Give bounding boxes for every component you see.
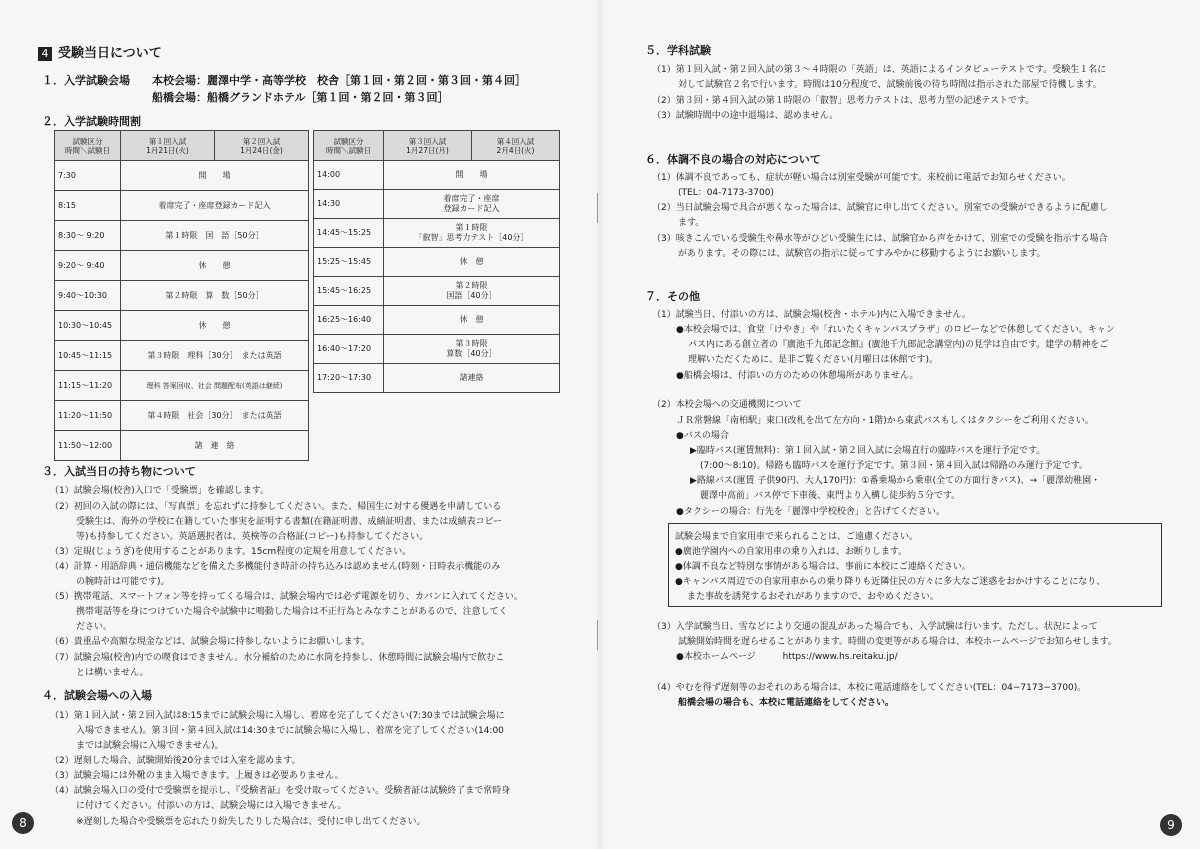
event-cell: 着席完了・座席 登録カード記入	[384, 190, 560, 219]
car-notice-line: また事故を誘発するおそれがありますので、おやめください。	[687, 592, 939, 602]
event-cell: 諸 連 絡	[121, 431, 309, 461]
fold-mark	[597, 193, 598, 223]
transport-line: ▶臨時バス(運賃無料)：第１回入試・第２回入試に会場直行の臨時バスを運行予定です。	[690, 446, 1046, 456]
subjects-title: ５．学科試験	[645, 44, 711, 57]
belongings-line: （6）貴重品や高額な現金などは、試験会場に持参しないようにお願いします。	[50, 637, 371, 647]
illness-line: (TEL：04-7173-3700)	[678, 188, 774, 198]
transport-line: 麗澤中高前」バス停で下車後、東門より入構し徒歩約５分です。	[700, 491, 961, 501]
time-cell: 15:45～16:25	[314, 277, 384, 306]
entry-line: ※遅刻した場合や受験票を忘れたり紛失したりした場合は、受付に申し出てください。	[76, 817, 426, 827]
event-cell: 休 憩	[121, 251, 309, 281]
table-row	[55, 371, 309, 401]
page-number: 8	[12, 812, 34, 834]
page-number: 9	[1160, 814, 1182, 836]
event-cell: 開 場	[121, 161, 309, 191]
time-cell: 9:40～10:30	[55, 281, 121, 311]
table-row	[55, 221, 309, 251]
entry-title: ４．試験会場への入場	[42, 689, 152, 702]
subjects-line: （2）第３回・第４回入試の第１時限の「叡智」思考力テストは、思考力型の記述テストです。	[652, 96, 1035, 106]
other-line: ●船橋会場は、付添いの方のための休憩場所がありません。	[676, 371, 919, 381]
time-cell: 14:00	[314, 161, 384, 190]
time-cell: 11:20～11:50	[55, 401, 121, 431]
snow-line: 試験開始時間を遅らせることがあります。時間の変更等がある場合は、本校ホームページでお知らせします。	[678, 637, 1117, 647]
venue-label: １．入学試験会場	[42, 74, 130, 87]
late-line: 船橋会場の場合も、本校に電話連絡をしてください。	[678, 698, 895, 708]
event-cell: 第３時限 算数［40分］	[384, 335, 560, 364]
page-fold	[596, 0, 604, 849]
other-title: ７．その他	[645, 290, 700, 303]
table-row	[55, 341, 309, 371]
time-cell: 17:20～17:30	[314, 364, 384, 393]
event-cell: 休 憩	[121, 311, 309, 341]
entry-line: （2）遅刻した場合、試験開始後20分までは入室を認めます。	[50, 756, 301, 766]
venue-funabashi: 船橋会場：船橋グランドホテル［第１回・第２回・第３回］	[152, 91, 449, 104]
time-cell: 8:30～ 9:20	[55, 221, 121, 251]
table-row	[314, 306, 560, 335]
table-row	[55, 281, 309, 311]
time-cell: 16:40～17:20	[314, 335, 384, 364]
illness-line: があります。その際には、試験官の指示に従ってすみやかに移動するようにお願いします。	[678, 249, 1046, 259]
section-number: 4	[38, 47, 52, 61]
timetable-left	[54, 130, 309, 461]
section-title: 受験当日について	[58, 46, 162, 61]
venue-main: 本校会場：麗澤中学・高等学校 校舎［第１回・第２回・第３回・第４回］	[152, 74, 526, 87]
event-cell: 諸連絡	[384, 364, 560, 393]
other-line: （1）試験当日、付添いの方は、試験会場(校舎・ホテル)内に入場できません。	[652, 310, 971, 320]
table-row	[314, 219, 560, 248]
table-row	[314, 277, 560, 306]
other-line: 理解いただくために、是非ご覧ください(月曜日は休館です)。	[688, 355, 939, 365]
table-row	[55, 161, 309, 191]
belongings-title: ３．入試当日の持ち物について	[42, 465, 196, 478]
time-cell: 11:15～11:20	[55, 371, 121, 401]
subjects-line: （1）第１回入試・第２回入試の第３～４時限の「英語」は、英語によるインタビューテストです。受験生１名に	[652, 65, 1107, 75]
time-cell: 15:25～15:45	[314, 248, 384, 277]
illness-line: （2）当日試験会場で具合が悪くなった場合は、試験官に申し出てください。別室での受験ができるように配慮し	[652, 203, 1108, 213]
illness-line: （1）体調不良であっても、症状が軽い場合は別室受験が可能です。来校前に電話でお知らせください。	[652, 173, 1071, 183]
subjects-line: （3）試験時間中の途中退場は、認めません。	[652, 111, 839, 121]
time-cell: 16:25～16:40	[314, 306, 384, 335]
header-cell: 第２回入試 1月24日(金)	[215, 131, 309, 161]
table-row	[55, 401, 309, 431]
timetable-title: ２．入学試験時間割	[42, 115, 141, 128]
fold-mark	[597, 620, 598, 650]
event-cell: 第２時限 算 数［50分］	[121, 281, 309, 311]
belongings-line: 携帯電話等を身につけていた場合や試験中に鳴動した場合は不正行為とみなすことがあるので、注意してく	[76, 607, 508, 617]
event-cell: 第４時限 社会［30分］ または英語	[121, 401, 309, 431]
table-row	[55, 191, 309, 221]
transport-line: ▶路線バス(運賃 子供90円、大人170円)：①番乗場から乗車(全ての方面行きバス)、→「麗澤幼稚園・	[690, 476, 1101, 486]
transport-line: ●タクシーの場合：行先を「麗澤中学校校舎」と告げてください。	[676, 507, 945, 517]
entry-line: （1）第１回入試・第２回入試は8:15までに試験会場に入場し、着席を完了してください(7:30までは試験会場に	[50, 711, 505, 721]
event-cell: 理科 答案回収、社会 問題配布(英語は継続)	[121, 371, 309, 401]
illness-title: ６．体調不良の場合の対応について	[645, 153, 821, 166]
transport-line: (7:00～8:10)。帰路も臨時バスを運行予定です。第３回・第４回入試は帰路のみ運行予定です。	[700, 461, 1089, 471]
table-row	[314, 248, 560, 277]
time-cell: 9:20～ 9:40	[55, 251, 121, 281]
table-row	[55, 431, 309, 461]
header-cell: 第４回入試 2月4日(火)	[472, 131, 560, 161]
time-cell: 11:50～12:00	[55, 431, 121, 461]
table-row	[314, 190, 560, 219]
section-heading	[38, 42, 162, 61]
belongings-line: ださい。	[76, 622, 113, 632]
subjects-line: 対して試験官２名で行います。時間は10分程度で、試験前後の待ち時間は指示された部屋で待機します。	[678, 80, 1102, 90]
time-cell: 8:15	[55, 191, 121, 221]
illness-line: （3）咳きこんでいる受験生や鼻水等がひどい受験生には、試験官から声をかけて、別室での受験を指示する場合	[652, 234, 1108, 244]
transport-line: ●バスの場合	[676, 431, 729, 441]
belongings-line: とは構いません。	[76, 668, 149, 678]
belongings-line: 等)も持参してください。英語選択者は、英検等の合格証(コピー)も持参してください。	[76, 532, 429, 542]
header-cell: 試験区分 時間＼試験日	[55, 131, 121, 161]
car-notice-line: ●体調不良など特別な事情がある場合は、事前に本校にご連絡ください。	[675, 562, 971, 572]
entry-line: に付けてください。付添いの方は、試験会場には入場できません。	[76, 801, 347, 811]
car-notice-line: ●キャンパス周辺での自家用車からの乗り降りも近隣住民の方々に多大なご迷惑をおかけすることになり、	[675, 577, 1106, 587]
table-row	[314, 364, 560, 393]
belongings-line: （5）携帯電話、スマートフォン等を持ってくる場合は、試験会場内では必ず電源を切り、カバンに入れてください。	[50, 592, 523, 602]
time-cell: 7:30	[55, 161, 121, 191]
time-cell: 14:30	[314, 190, 384, 219]
timetable-right	[313, 130, 560, 393]
header-cell: 試験区分 時間＼試験日	[314, 131, 384, 161]
car-notice-line: ●廣池学園内への自家用車の乗り入れは、お断りします。	[675, 547, 908, 557]
header-cell: 第３回入試 1月27日(月)	[384, 131, 472, 161]
table-row	[314, 161, 560, 190]
table-row	[55, 311, 309, 341]
transport-line: ＪＲ常磐線「南柏駅」東口(改札を出て左方向・1階)から東武バスもしくはタクシーをご利用ください。	[676, 416, 1094, 426]
event-cell: 第２時限 国語［40分］	[384, 277, 560, 306]
table-header	[55, 131, 309, 161]
belongings-line: 受験生は、海外の学校に在籍していた事実を証明する書類(在籍証明書、成績証明書、または成績表コピー	[76, 517, 503, 527]
entry-line: （4）試験会場入口の受付で受験票を提示し、『受験者証』を受け取ってください。受験者証は試験終了まで常時身	[50, 786, 511, 796]
belongings-line: （2）初回の入試の際には、「写真票」を忘れずに持参してください。また、帰国生に対する優遇を申請している	[50, 502, 502, 512]
event-cell: 休 憩	[384, 248, 560, 277]
time-cell: 14:45～15:25	[314, 219, 384, 248]
event-cell: 休 憩	[384, 306, 560, 335]
other-line: ●本校会場では、食堂「けやき」や「れいたくキャンパスプラザ」のロビーなどで休憩してください。キャン	[676, 325, 1115, 335]
time-cell: 10:30～10:45	[55, 311, 121, 341]
entry-line: （3）試験会場には外靴のまま入場できます。上履きは必要ありません。	[50, 771, 344, 781]
other-line: パス内にある創立者の『廣池千九郎記念館』(廣池千九郎記念講堂内)の見学は自由です。建学の精神をご	[688, 340, 1109, 350]
belongings-line: （7）試験会場(校舎)内での喫食はできません。水分補給のために水筒を持参し、休憩時間に試験会場内で飲むこ	[50, 653, 505, 663]
entry-line: までは試験会場に入場できません)。	[76, 741, 224, 751]
snow-line: （3）入学試験当日、雪などにより交通の混乱があった場合でも、入学試験は行います。ただし、状況によって	[652, 622, 1098, 632]
car-notice-line: 試験会場まで自家用車で来られることは、ご遠慮ください。	[675, 532, 919, 542]
belongings-line: （3）定規(じょうぎ)を使用することがあります。15cm程度の定規を用意してください。	[50, 547, 412, 557]
late-line: （4）やむを得ず遅刻等のおそれのある場合は、本校に電話連絡をしてください(TEL：04−7173−3700)。	[652, 683, 1087, 693]
event-cell: 第１時限 国 語［50分］	[121, 221, 309, 251]
event-cell: 第３時限 理科［30分］ または英語	[121, 341, 309, 371]
illness-line: ます。	[678, 218, 705, 228]
time-cell: 10:45～11:15	[55, 341, 121, 371]
event-cell: 開 場	[384, 161, 560, 190]
homepage-link[interactable]: ●本校ホームページ https://www.hs.reitaku.jp/	[676, 652, 898, 662]
belongings-line: （1）試験会場(校舎)入口で「受験票」を確認します。	[50, 486, 270, 496]
table-header	[314, 131, 560, 161]
table-row	[55, 251, 309, 281]
belongings-line: （4）計算・用語辞典・通信機能などを備えた多機能付き時計の持ち込みは認めません(時刻・日時表示機能のみ	[50, 562, 501, 572]
entry-line: 入場できません)。第３回・第４回入試は14:30までに試験会場に入場し、着席を完了してください(14:00	[76, 726, 504, 736]
event-cell: 着席完了・座席登録カード記入	[121, 191, 309, 221]
event-cell: 第１時限 「叡智」思考力テスト［40分］	[384, 219, 560, 248]
table-row	[314, 335, 560, 364]
header-cell: 第１回入試 1月21日(火)	[121, 131, 215, 161]
belongings-line: の腕時計は可能です)。	[76, 577, 170, 587]
transport-line: （2）本校会場への交通機関について	[652, 400, 802, 410]
